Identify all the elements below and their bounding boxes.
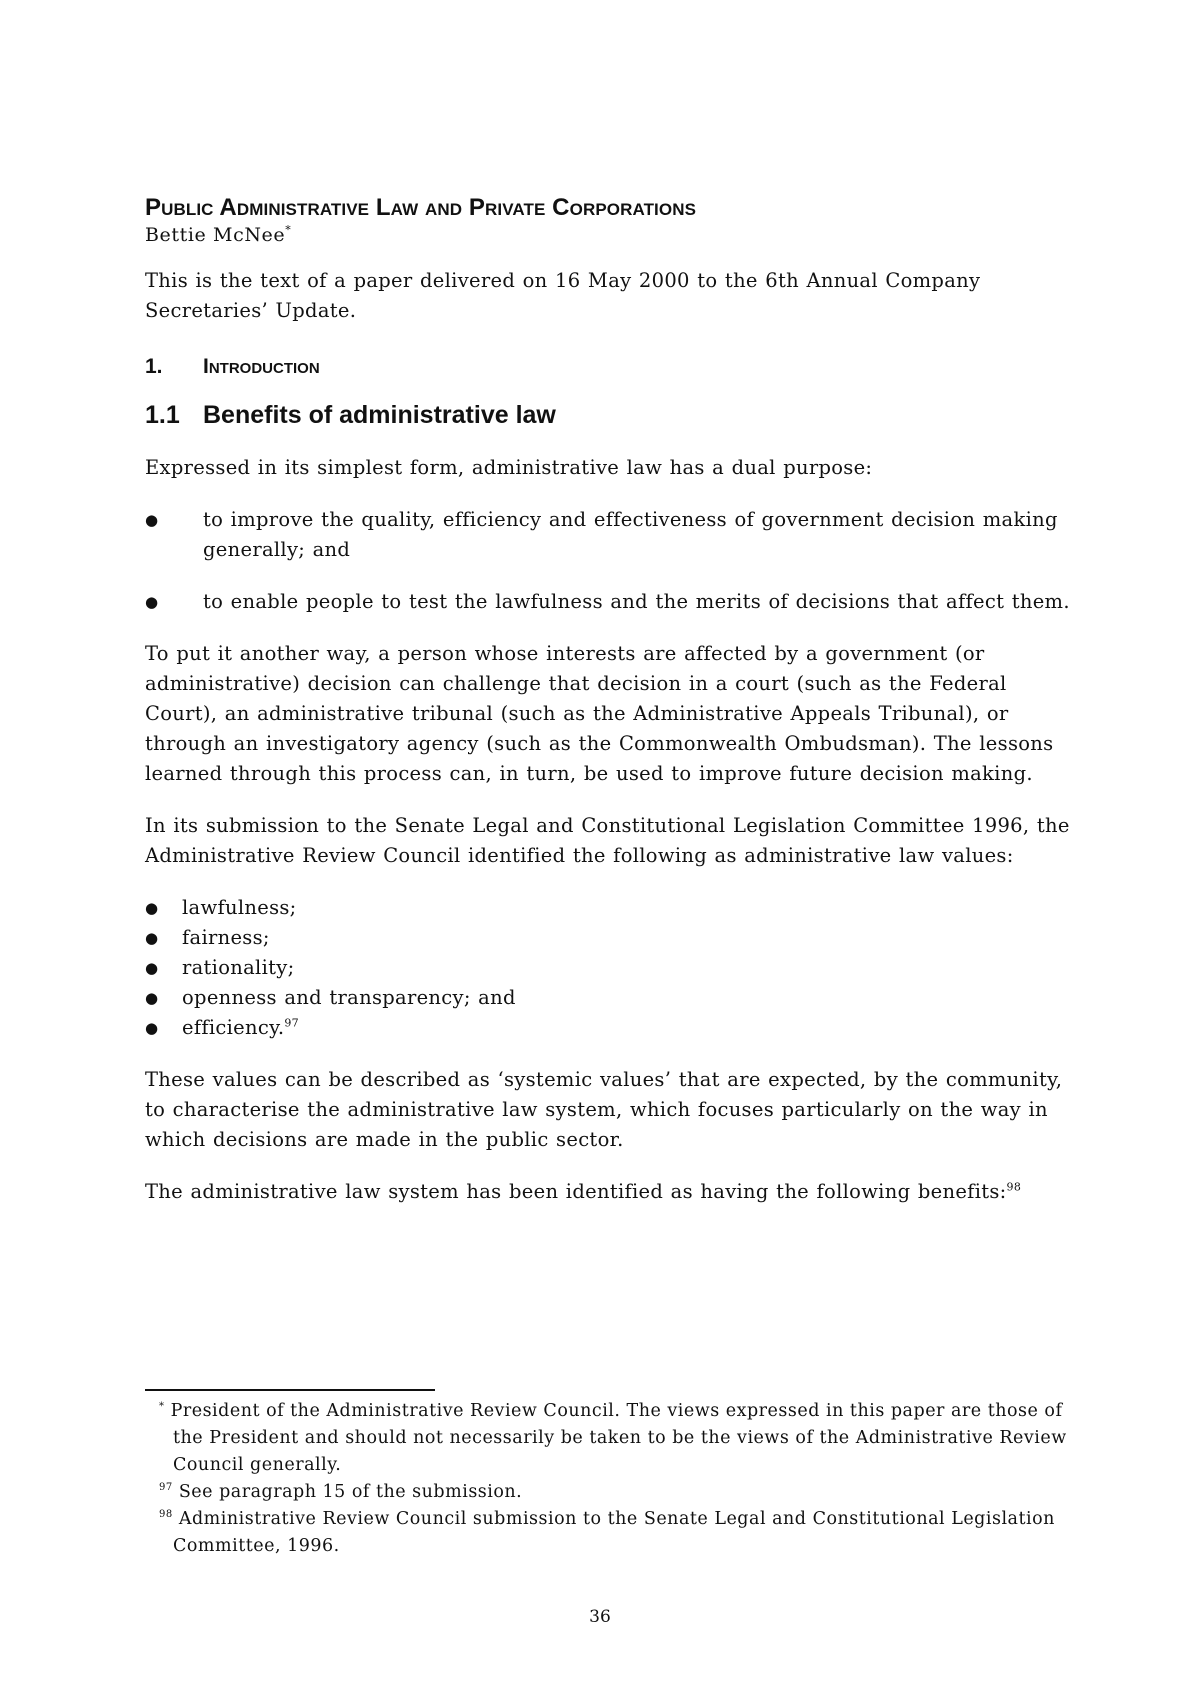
paragraph-submission: In its submission to the Senate Legal and Constitutional Legislation Committee 1996, the Administrative Review Council identified the following as administrative law values: <box>145 814 1070 867</box>
footnotes <box>145 1398 1075 1560</box>
list-item <box>145 923 1075 953</box>
footnote-item <box>145 1506 1075 1560</box>
list-item-text: openness and transparency; and <box>182 986 516 1009</box>
bullet-icon: ● <box>145 929 159 947</box>
paragraph-benefits <box>145 1177 1075 1207</box>
list-item-text: to improve the quality, efficiency and effectiveness of government decision making generally; and <box>203 508 1058 561</box>
values-list <box>145 893 1075 1043</box>
section-number: 1. <box>145 355 163 378</box>
subsection-heading <box>145 399 1075 431</box>
subsection-number: 1.1 <box>145 401 180 429</box>
footnote-item <box>145 1479 1075 1506</box>
author-name: Bettie McNee <box>145 224 286 246</box>
paragraph-dual-purpose: Expressed in its simplest form, administrative law has a dual purpose: <box>145 456 873 479</box>
page-number: 36 <box>589 1607 611 1627</box>
paragraph-challenge: To put it another way, a person whose interests are affected by a government (or administrative) decision can challenge that decision in a court (such as the Federal Court), an administrative tribunal (such as the Administrative Appeals Tribunal), or through an investigatory agency (such as the Commonwealth Ombudsman). The lessons learned through this process can, in turn, be used to improve future decision making. <box>145 642 1054 785</box>
paragraph-systemic-values: These values can be described as ‘systemic values’ that are expected, by the community, to characterise the administrative law system, which focuses particularly on the way in which decisions are made in the public sector. <box>145 1068 1063 1151</box>
footnote-ref-98[interactable]: 98 <box>1006 1180 1022 1194</box>
footnote-ref-97[interactable]: 97 <box>284 1016 299 1030</box>
footnote-mark: * <box>159 1401 165 1413</box>
bullet-icon: ● <box>145 511 159 529</box>
list-item-text: rationality; <box>182 956 295 979</box>
author-line <box>145 223 1075 247</box>
bullet-icon: ● <box>145 593 159 611</box>
footnote-divider <box>145 1389 435 1391</box>
list-item-text: to enable people to test the lawfulness and the merits of decisions that affect them. <box>203 590 1070 613</box>
section-title: Introduction <box>203 355 320 378</box>
bullet-icon: ● <box>145 1019 159 1037</box>
list-item <box>145 505 1075 565</box>
footnote-mark: 98 <box>159 1509 173 1521</box>
bullet-icon: ● <box>145 959 159 977</box>
paragraph-benefits-text: The administrative law system has been identified as having the following benefits: <box>145 1180 1007 1203</box>
list-item-text: lawfulness; <box>182 896 297 919</box>
subsection-title: Benefits of administrative law <box>203 401 556 429</box>
paper-title: Public Administrative Law and Private Corporations <box>145 194 697 221</box>
footnote-item <box>145 1398 1075 1479</box>
list-item <box>145 953 1075 983</box>
footnote-mark: 97 <box>159 1482 173 1494</box>
list-item-text: fairness; <box>182 926 270 949</box>
bullet-icon: ● <box>145 989 159 1007</box>
list-item <box>145 893 1075 923</box>
footnote-text: See paragraph 15 of the submission. <box>178 1482 523 1502</box>
footnote-text: Administrative Review Council submission to the Senate Legal and Constitutional Legislation Committee, 1996. <box>173 1509 1055 1556</box>
purpose-list <box>145 505 1075 617</box>
list-item <box>145 983 1075 1013</box>
author-footnote-mark: * <box>285 223 292 237</box>
section-heading <box>145 352 1075 382</box>
footnote-text: President of the Administrative Review Council. The views expressed in this paper are those of the President and should not necessarily be taken to be the views of the Administrative Review Council generally. <box>170 1401 1067 1475</box>
bullet-icon: ● <box>145 899 159 917</box>
main-content <box>145 193 1075 1207</box>
list-item <box>145 1013 1075 1043</box>
list-item <box>145 587 1075 617</box>
intro-paragraph: This is the text of a paper delivered on 16 May 2000 to the 6th Annual Company Secretaries’ Update. <box>145 269 981 322</box>
list-item-text: efficiency. <box>182 1016 285 1039</box>
